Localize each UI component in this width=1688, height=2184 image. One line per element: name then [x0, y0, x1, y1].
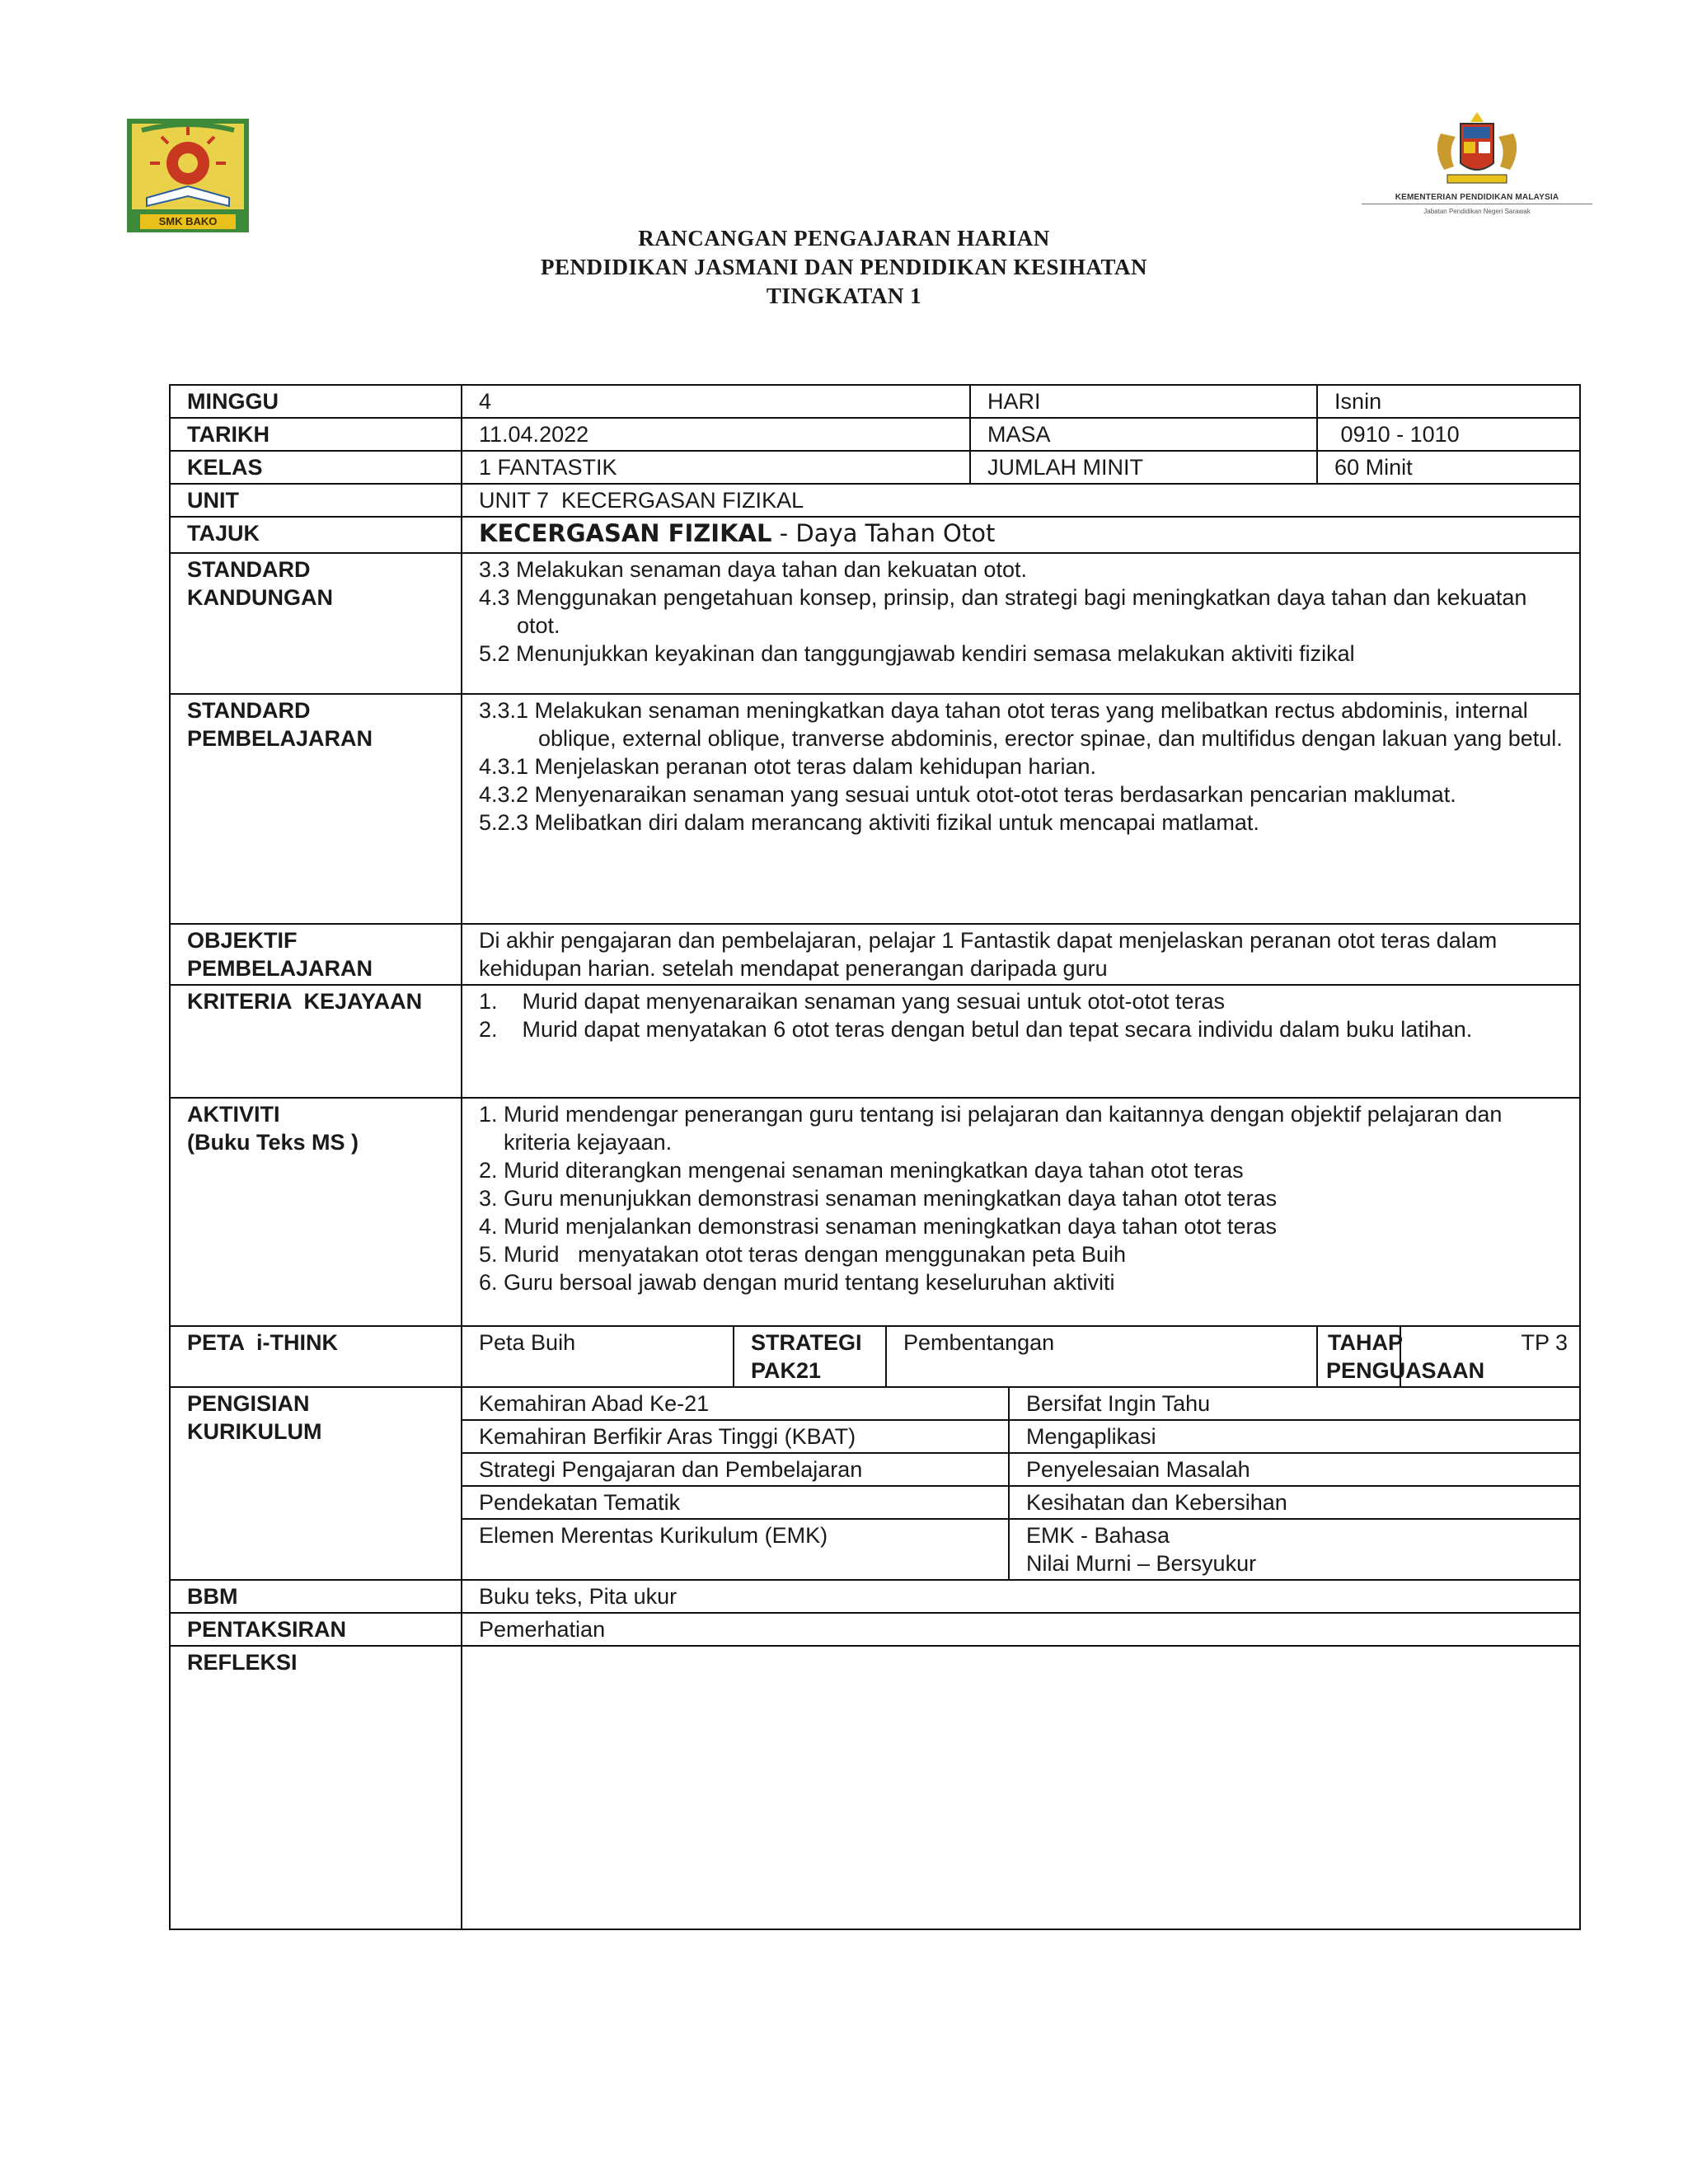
- minggu-label: MINGGU: [170, 385, 462, 418]
- hari-label: HARI: [970, 385, 1317, 418]
- pengisian-right-line-1: EMK - Bahasa: [1026, 1523, 1170, 1548]
- jumlah-minit-label: JUMLAH MINIT: [970, 451, 1317, 484]
- objektif-label-1: OBJEKTIF: [187, 928, 298, 953]
- bbm-label: BBM: [170, 1580, 462, 1613]
- tahap-label: [1317, 1326, 1485, 1387]
- pengisian-left: Strategi Pengajaran dan Pembelajaran: [462, 1453, 1009, 1486]
- peta-label: PETA i-THINK: [170, 1326, 462, 1387]
- row-standard-pembelajaran: [170, 694, 1580, 924]
- row-aktiviti: [170, 1098, 1580, 1326]
- row-pentaksiran: [170, 1613, 1580, 1646]
- standard-pembelajaran-value: [462, 694, 1580, 924]
- table-row: [462, 1453, 1579, 1486]
- malaysia-coat-of-arms-icon: [1362, 109, 1592, 191]
- strategi-value: Pembentangan: [886, 1326, 1317, 1387]
- pentaksiran-value: Pemerhatian: [462, 1613, 1580, 1646]
- pengisian-right: Kesihatan dan Kebersihan: [1009, 1486, 1579, 1519]
- list-item: 1. Murid mendengar penerangan guru tentang isi pelajaran dan kaitannya dengan objektif pelajaran dan kriteria kejayaan.: [479, 1102, 1503, 1155]
- tarikh-label: TARIKH: [170, 418, 462, 451]
- kelas-label: KELAS: [170, 451, 462, 484]
- pengisian-right: Penyelesaian Masalah: [1009, 1453, 1579, 1486]
- tahap-label-2: PENGUASAAN: [1326, 1358, 1485, 1383]
- list-item: 4. Murid menjalankan demonstrasi senaman meningkatkan daya tahan otot teras: [479, 1214, 1278, 1239]
- aktiviti-value: [462, 1098, 1580, 1326]
- strategi-label-2: PAK21: [751, 1358, 822, 1383]
- aktiviti-label-1: AKTIVITI: [187, 1102, 280, 1127]
- unit-value: UNIT 7 KECERGASAN FIZIKAL: [462, 484, 1580, 517]
- hari-value: Isnin: [1317, 385, 1580, 418]
- refleksi-value: [462, 1646, 1580, 1929]
- row-tajuk: [170, 517, 1580, 553]
- strategi-label: [734, 1326, 886, 1387]
- pengisian-right: Mengaplikasi: [1009, 1420, 1579, 1453]
- list-item: 6. Guru bersoal jawab dengan murid tentang keseluruhan aktiviti: [479, 1270, 1115, 1295]
- masa-label: MASA: [970, 418, 1317, 451]
- list-item: 5.2 Menunjukkan keyakinan dan tanggungjawab kendiri semasa melakukan aktiviti fizikal: [479, 641, 1355, 666]
- objektif-label: [170, 924, 462, 985]
- pengisian-label-2: KURIKULUM: [187, 1419, 322, 1444]
- pengisian-right: [1009, 1519, 1579, 1579]
- row-unit: [170, 484, 1580, 517]
- row-pengisian: [170, 1387, 1580, 1580]
- row-tarikh: [170, 418, 1580, 451]
- header-subject: PENDIDIKAN JASMANI DAN PENDIDIKAN KESIHATAN: [540, 255, 1148, 279]
- masa-value: 0910 - 1010: [1317, 418, 1580, 451]
- list-item: 4.3 Menggunakan pengetahuan konsep, prinsip, dan strategi bagi meningkatkan daya tahan dan kekuatan otot.: [479, 585, 1527, 638]
- document-header: [0, 224, 1688, 311]
- tajuk-value: [462, 517, 1580, 553]
- standard-kandungan-label: [170, 553, 462, 694]
- refleksi-label: REFLEKSI: [170, 1646, 462, 1929]
- list-item: 4.3.2 Menyenaraikan senaman yang sesuai untuk otot-otot teras berdasarkan pencarian maklumat.: [479, 782, 1456, 807]
- row-objektif: [170, 924, 1580, 985]
- list-item: 1. Murid dapat menyenaraikan senaman yang sesuai untuk otot-otot teras: [479, 989, 1226, 1014]
- pengisian-label: [170, 1387, 462, 1580]
- pengisian-label-1: PENGISIAN: [187, 1391, 310, 1416]
- list-item: 2. Murid diterangkan mengenai senaman meningkatkan daya tahan otot teras: [479, 1158, 1244, 1183]
- pengisian-right-line-2: Nilai Murni – Bersyukur: [1026, 1551, 1257, 1576]
- pengisian-value: [462, 1387, 1580, 1580]
- pengisian-left: Kemahiran Berfikir Aras Tinggi (KBAT): [462, 1420, 1009, 1453]
- list-item: 3.3 Melakukan senaman daya tahan dan kekuatan otot.: [479, 557, 1027, 582]
- row-bbm: [170, 1580, 1580, 1613]
- kriteria-label: KRITERIA KEJAYAAN: [170, 985, 462, 1098]
- header-title: RANCANGAN PENGAJARAN HARIAN: [638, 226, 1050, 251]
- list-item: 4.3.1 Menjelaskan peranan otot teras dalam kehidupan harian.: [479, 754, 1096, 779]
- school-logo: [125, 117, 251, 234]
- objektif-value: Di akhir pengajaran dan pembelajaran, pelajar 1 Fantastik dapat menjelaskan peranan otot teras dalam kehidupan harian. setelah mendapat penerangan daripada guru: [462, 924, 1580, 985]
- ministry-logo: [1362, 109, 1592, 231]
- standard-kandungan-label-2: KANDUNGAN: [187, 585, 333, 610]
- row-minggu: [170, 385, 1580, 418]
- table-row: [462, 1486, 1579, 1519]
- row-kelas: [170, 451, 1580, 484]
- kriteria-value: [462, 985, 1580, 1098]
- tahap-value: TP 3: [1400, 1326, 1580, 1387]
- list-item: 2. Murid dapat menyatakan 6 otot teras dengan betul dan tepat secara individu dalam buku latihan.: [479, 1017, 1473, 1042]
- tajuk-value-bold: KECERGASAN FIZIKAL: [479, 519, 772, 547]
- list-item: 3.3.1 Melakukan senaman meningkatkan daya tahan otot teras yang melibatkan rectus abdominis, internal oblique, external oblique, tranverse abdominis, erector spinae, dan multifidus dengan lakuan yang betul.: [479, 698, 1563, 751]
- kelas-value: 1 FANTASTIK: [462, 451, 970, 484]
- tahap-label-1: TAHAP: [1328, 1330, 1404, 1355]
- row-standard-kandungan: [170, 553, 1580, 694]
- standard-pembelajaran-label: [170, 694, 462, 924]
- list-item: 3. Guru menunjukkan demonstrasi senaman meningkatkan daya tahan otot teras: [479, 1186, 1278, 1211]
- ministry-dept: Jabatan Pendidikan Negeri Sarawak: [1423, 208, 1531, 215]
- tarikh-value: 11.04.2022: [462, 418, 970, 451]
- pengisian-right: Bersifat Ingin Tahu: [1009, 1388, 1579, 1420]
- jumlah-minit-value: 60 Minit: [1317, 451, 1580, 484]
- table-row: [462, 1519, 1579, 1579]
- peta-value: Peta Buih: [462, 1326, 734, 1387]
- pengisian-left: Pendekatan Tematik: [462, 1486, 1009, 1519]
- list-item: 5.2.3 Melibatkan diri dalam merancang aktiviti fizikal untuk mencapai matlamat.: [479, 810, 1259, 835]
- standard-kandungan-value: [462, 553, 1580, 694]
- tajuk-value-rest: - Daya Tahan Otot: [771, 519, 996, 547]
- tajuk-label: TAJUK: [170, 517, 462, 553]
- standard-kandungan-label-1: STANDARD: [187, 557, 311, 582]
- row-kriteria: [170, 985, 1580, 1098]
- table-row: [462, 1420, 1579, 1453]
- objektif-label-2: PEMBELAJARAN: [187, 956, 373, 981]
- row-refleksi: [170, 1646, 1580, 1929]
- ministry-name: KEMENTERIAN PENDIDIKAN MALAYSIA: [1395, 193, 1559, 202]
- standard-pembelajaran-label-2: PEMBELAJARAN: [187, 726, 373, 751]
- school-name-text: SMK BAKO: [158, 215, 218, 227]
- aktiviti-label: [170, 1098, 462, 1326]
- bbm-value: Buku teks, Pita ukur: [462, 1580, 1580, 1613]
- table-row: [462, 1388, 1579, 1420]
- pentaksiran-label: PENTAKSIRAN: [170, 1613, 462, 1646]
- standard-pembelajaran-label-1: STANDARD: [187, 698, 311, 723]
- list-item: 5. Murid menyatakan otot teras dengan menggunakan peta Buih: [479, 1242, 1127, 1267]
- row-peta: [170, 1326, 1580, 1387]
- pengisian-left: Kemahiran Abad Ke-21: [462, 1388, 1009, 1420]
- header-form: TINGKATAN 1: [766, 284, 922, 308]
- pengisian-subtable: [462, 1388, 1579, 1579]
- lesson-plan-table: [169, 384, 1581, 1930]
- aktiviti-label-2: (Buku Teks MS ): [187, 1130, 359, 1155]
- strategi-label-1: STRATEGI: [751, 1330, 862, 1355]
- minggu-value: 4: [462, 385, 970, 418]
- pengisian-left: Elemen Merentas Kurikulum (EMK): [462, 1519, 1009, 1579]
- unit-label: UNIT: [170, 484, 462, 517]
